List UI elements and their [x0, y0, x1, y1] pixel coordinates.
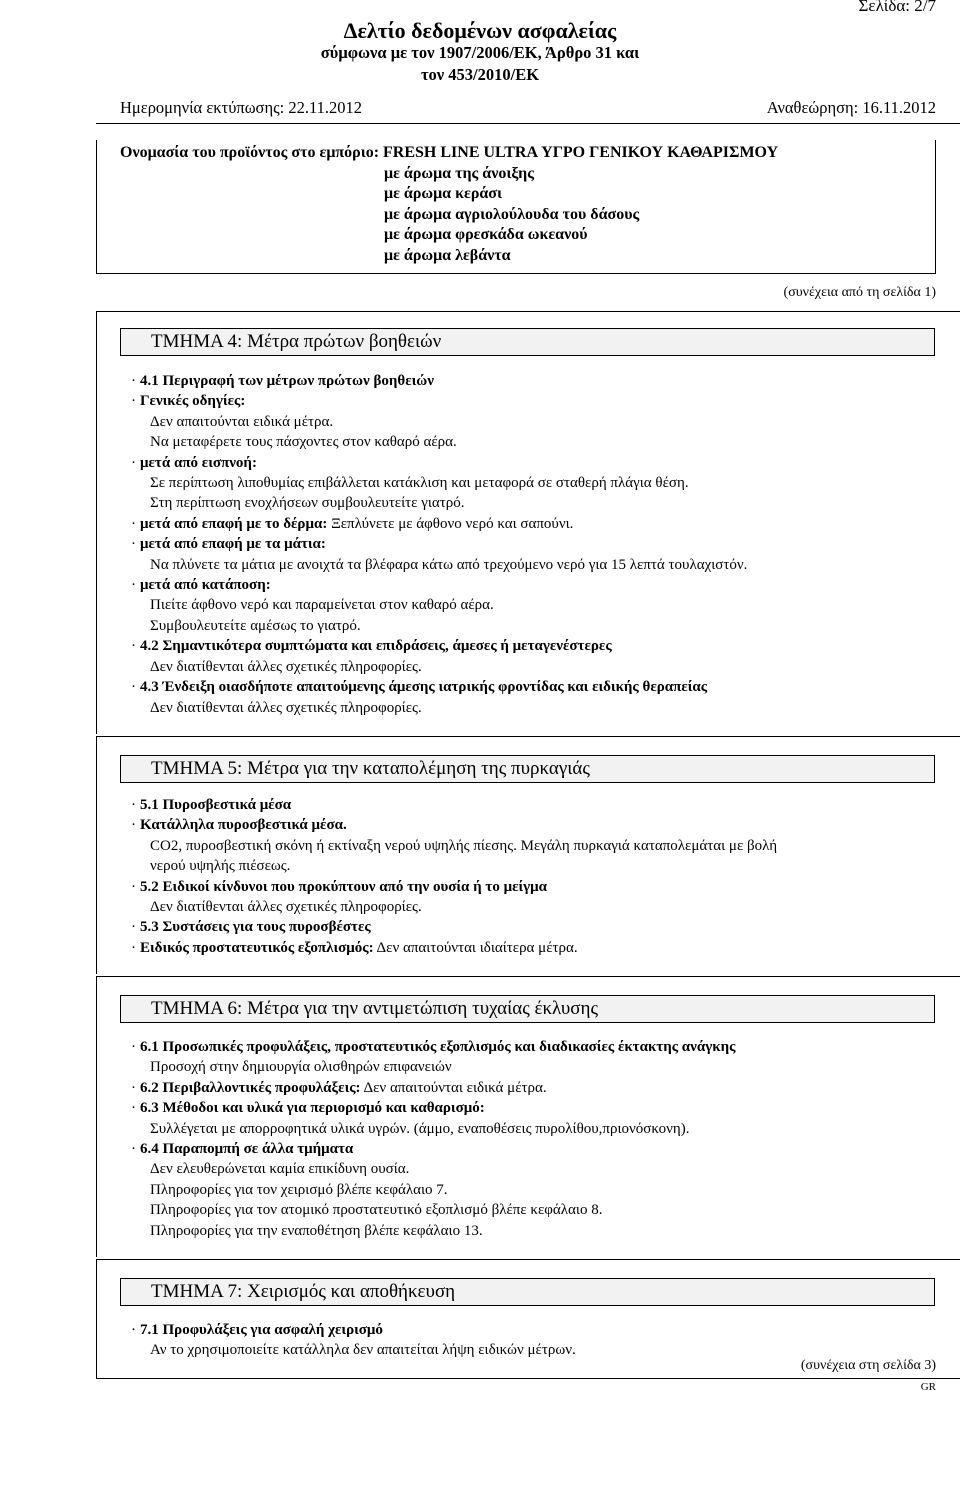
- subsection-heading: [140, 677, 940, 697]
- text-line: Να πλύνετε τα μάτια με ανοιχτά τα βλέφαρα κάτω από τρεχούμενο νερό για 15 λεπτά τουλαχιστόν.: [150, 556, 748, 573]
- environmental-text: Δεν απαιτούνται ειδικά μέτρα.: [360, 1079, 547, 1096]
- continuation-from: (συνέχεια από τη σελίδα 1): [783, 285, 936, 300]
- text-line: νερού υψηλής πιέσεως.: [150, 858, 291, 875]
- section-4-content: [140, 371, 940, 718]
- text-line: Πληροφορίες για τον χειρισμό βλέπε κεφάλαιο 7.: [150, 1181, 448, 1198]
- document-subtitle-1: σύμφωνα με τον 1907/2006/ΕΚ, Άρθρο 31 και: [320, 43, 640, 62]
- section-5-content: [140, 795, 940, 958]
- revision-date: Αναθεώρηση: 16.11.2012: [766, 98, 936, 117]
- text-line: Να μεταφέρετε τους πάσχοντες στον καθαρό αέρα.: [150, 434, 457, 451]
- subsection-heading: [140, 371, 940, 391]
- after-eye-contact-label: μετά από επαφή με τα μάτια:: [140, 536, 326, 553]
- section-7-heading: ΤΜΗΜΑ 7: Χειρισμός και αποθήκευση: [120, 1278, 935, 1306]
- aroma-item: με άρωμα της άνοιξης: [384, 164, 534, 182]
- subsection-heading: [140, 877, 940, 897]
- text-line: Δεν διατίθενται άλλες σχετικές πληροφορίες.: [150, 658, 422, 675]
- section-5-heading: ΤΜΗΜΑ 5: Μέτρα για την καταπολέμηση της πυρκαγιάς: [120, 755, 935, 783]
- text-line: Πληροφορίες για τον ατομικό προστατευτικό εξοπλισμό βλέπε κεφάλαιο 8.: [150, 1202, 603, 1219]
- text-line: Προσοχή στην δημιουργία ολισθηρών επιφανειών: [150, 1059, 452, 1076]
- label-line: [140, 514, 940, 534]
- subsection-5-1: 5.1 Πυροσβεστικά μέσα: [140, 797, 292, 813]
- protective-equipment-text: Δεν απαιτούνται ιδιαίτερα μέτρα.: [373, 939, 578, 956]
- text-line: Σε περίπτωση λιποθυμίας επιβάλλεται κατάκλιση και μεταφορά σε σταθερή πλάγια θέση.: [150, 475, 689, 492]
- after-inhalation-label: μετά από εισπνοή:: [140, 454, 257, 471]
- label-line: [140, 391, 940, 411]
- text-line: Αν το χρησιμοποιείτε κατάλληλα δεν απαιτείται λήψη ειδικών μέτρων.: [150, 1342, 576, 1359]
- text-line: Δεν διατίθενται άλλες σχετικές πληροφορίες.: [150, 899, 422, 916]
- document-title: Δελτίο δεδομένων ασφαλείας: [343, 18, 617, 43]
- subsection-heading: [140, 1037, 940, 1057]
- protective-equipment-label: Ειδικός προστατευτικός εξοπλισμός:: [140, 939, 374, 956]
- suitable-media-label: Κατάλληλα πυροσβεστικά μέσα.: [140, 817, 347, 834]
- continuation-to: (συνέχεια στη σελίδα 3): [800, 1358, 936, 1373]
- text-line: Δεν απαιτούνται ειδικά μέτρα.: [150, 413, 334, 430]
- after-skin-contact-label: μετά από επαφή με το δέρμα:: [140, 515, 328, 532]
- subsection-5-2: 5.2 Ειδικοί κίνδυνοι που προκύπτουν από την ουσία ή το μείγμα: [140, 878, 548, 895]
- section-7-content: [140, 1320, 940, 1361]
- label-line: [140, 534, 940, 554]
- text-line: Συλλέγεται με απορροφητικά υλικά υγρών. (άμμο, εναποθέσεις πυρολίθου,πριονόσκονη).: [150, 1120, 690, 1137]
- subsection-heading: [140, 795, 940, 815]
- section-4-heading: ΤΜΗΜΑ 4: Μέτρα πρώτων βοηθειών: [120, 328, 935, 356]
- after-ingestion-label: μετά από κατάποση:: [140, 577, 271, 594]
- subsection-heading: [140, 917, 940, 937]
- text-line: Δεν ελευθερώνεται καμία επικίδυνη ουσία.: [150, 1161, 410, 1178]
- label-line: [140, 938, 940, 958]
- label-line: [140, 815, 940, 835]
- subsection-heading: [140, 1098, 940, 1118]
- aroma-item: με άρωμα κεράσι: [384, 185, 502, 202]
- subsection-7-1: 7.1 Προφυλάξεις για ασφαλή χειρισμό: [140, 1322, 383, 1338]
- page-number: Σελίδα: 2/7: [858, 0, 936, 15]
- document-header: [0, 20, 960, 86]
- after-skin-contact-text: Ξεπλύνετε με άφθονο νερό και σαπούνι.: [327, 515, 574, 532]
- language-code: GR: [920, 1381, 936, 1393]
- subsection-4-1: 4.1 Περιγραφή των μέτρων πρώτων βοηθειών: [140, 373, 434, 389]
- product-name: [120, 143, 778, 266]
- text-line: Δεν διατίθενται άλλες σχετικές πληροφορίες.: [150, 699, 422, 716]
- text-line: Πιείτε άφθονο νερό και παραμείνεται στον καθαρό αέρα.: [150, 597, 494, 614]
- subsection-4-3: 4.3 Ένδειξη οιασδήποτε απαιτούμενης άμεσης ιατρικής φροντίδας και ειδικής θεραπείας: [140, 679, 708, 696]
- section-6-heading: ΤΜΗΜΑ 6: Μέτρα για την αντιμετώπιση τυχαίας έκλυσης: [120, 995, 935, 1023]
- aroma-item: με άρωμα φρεσκάδα ωκεανού: [384, 226, 588, 243]
- subsection-6-3: 6.3 Μέθοδοι και υλικά για περιορισμό και καθαρισμό:: [140, 1100, 485, 1117]
- subsection-5-3: 5.3 Συστάσεις για τους πυροσβέστες: [140, 919, 371, 936]
- text-line: Συμβουλευτείτε αμέσως το γιατρό.: [150, 617, 361, 634]
- subsection-heading: [140, 1320, 940, 1340]
- section-6-content: [140, 1037, 940, 1241]
- subsection-heading: [140, 1139, 940, 1159]
- print-date: Ημερομηνία εκτύπωσης: 22.11.2012: [120, 98, 362, 117]
- subsection-4-2: 4.2 Σημαντικότερα συμπτώματα και επιδράσεις, άμεσες ή μεταγενέστερες: [140, 638, 612, 655]
- subsection-6-2: 6.2 Περιβαλλοντικές προφυλάξεις:: [140, 1079, 361, 1096]
- header-rule: [96, 123, 960, 124]
- aroma-item: με άρωμα λεβάντα: [384, 246, 511, 264]
- aroma-item: με άρωμα αγριολούλουδα του δάσους: [384, 205, 640, 223]
- subsection-heading: [140, 636, 940, 656]
- label-line: [140, 575, 940, 595]
- document-subtitle-2: τον 453/2010/ΕΚ: [420, 65, 540, 84]
- label-line: [140, 1078, 940, 1098]
- text-line: Στη περίπτωση ενοχλήσεων συμβουλευτείτε γιατρό.: [150, 495, 465, 512]
- subsection-6-4: 6.4 Παραπομπή σε άλλα τμήματα: [140, 1141, 354, 1158]
- label-line: [140, 453, 940, 473]
- general-instructions-label: Γενικές οδηγίες:: [140, 393, 246, 410]
- text-line: Πληροφορίες για την εναποθέτηση βλέπε κεφάλαιο 13.: [150, 1222, 483, 1239]
- product-name-line: Ονομασία του προϊόντος στο εμπόριο: FRESH LINE ULTRA ΥΓΡΟ ΓΕΝΙΚΟΥ ΚΑΘΑΡΙΣΜΟΥ: [120, 144, 779, 161]
- subsection-6-1: 6.1 Προσωπικές προφυλάξεις, προστατευτικός εξοπλισμός και διαδικασίες έκτακτης ανάγκης: [140, 1039, 736, 1055]
- text-line: CO2, πυροσβεστική σκόνη ή εκτίναξη νερού υψηλής πίεσης. Μεγάλη πυρκαγιά καταπολεμάται με βολή: [150, 837, 778, 854]
